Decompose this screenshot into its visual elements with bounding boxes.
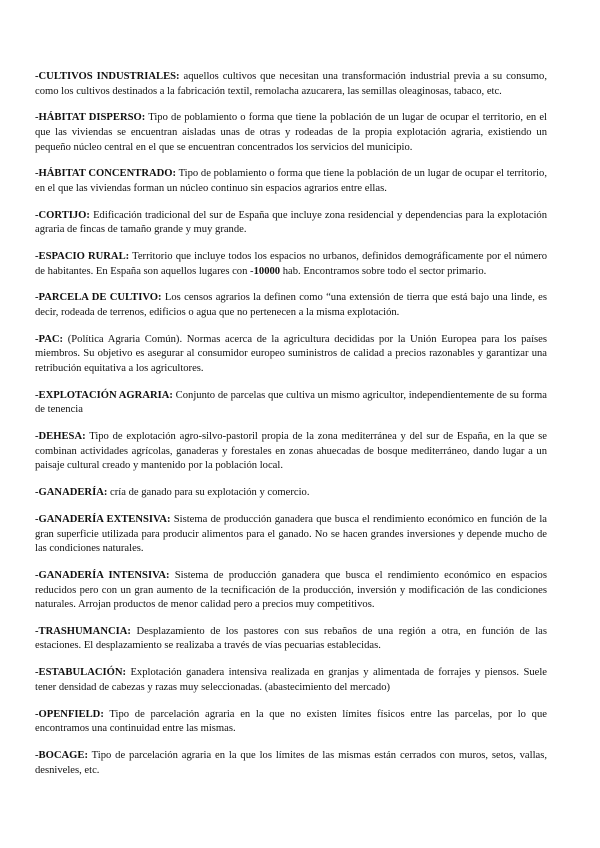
glossary-entry-estabulacion xyxy=(35,666,547,695)
glossary-entry-cortijo xyxy=(35,209,547,238)
glossary-term: -GANADERÍA EXTENSIVA: xyxy=(35,513,171,525)
glossary-definition: Territorio que incluye todos los espacios no urbanos, definidos demográficamente por el número de habitantes. En España son aquellos lugares con - xyxy=(35,251,547,277)
glossary-entry-dehesa xyxy=(35,430,547,474)
glossary-term: -BOCAGE: xyxy=(35,750,88,761)
glossary-definition: aquellos cultivos que necesitan una transformación industrial previa a su consumo, como los cultivos destinados a la fabricación textil, remolacha azucarera, las semillas oleaginosas, tabaco, etc. xyxy=(35,71,547,97)
glossary-term: -GANADERÍA: xyxy=(35,487,108,499)
glossary-definition: Tipo de parcelación agraria en la que los límites de las mismas están cerrados con muros, setos, vallas, desniveles, etc. xyxy=(35,750,547,776)
glossary-term: -DEHESA: xyxy=(35,431,86,443)
glossary-entry-trashumancia xyxy=(35,625,547,654)
population-threshold: 10000 xyxy=(253,265,281,277)
glossary-definition: (Política Agraria Común). Normas acerca de la agricultura decididas por la Unión Europea para los países miembros. Su objetivo es asegurar al consumidor europeo suministros de calidad a precios razonables y garantizar una retribución equitativa a los agricultores. xyxy=(35,333,547,375)
glossary-definition: cría de ganado para su explotación y comercio. xyxy=(110,487,310,499)
glossary-entry-parcela-de-cultivo xyxy=(35,291,547,320)
glossary-entry-openfield xyxy=(35,708,547,737)
glossary-entry-habitat-disperso xyxy=(35,111,547,155)
glossary-term: -ESPACIO RURAL: xyxy=(35,251,130,263)
glossary-term: -HÁBITAT DISPERSO: xyxy=(35,112,146,124)
glossary-entry-bocage xyxy=(35,749,547,778)
glossary-definition: Tipo de parcelación agraria en la que no existen límites físicos entre las parcelas, por lo que encontramos una continuidad entre las mismas. xyxy=(35,708,547,735)
glossary-definition: Desplazamiento de los pastores con sus rebaños de una región a otra, en función de las estaciones. El desplazamiento se realizaba a través de vías pecuarias establecidas. xyxy=(35,625,547,652)
glossary-definition-tail: hab. Encontramos sobre todo el sector primario. xyxy=(280,265,487,277)
glossary-definition: Tipo de poblamiento o forma que tiene la población de un lugar de ocupar el territorio, en el que las viviendas se encuentran aisladas unas de otras y rodeadas de la propia explotación agraria, existiendo un pequeño núcleo central en el que se encuentran concentrados los servicios del municipio. xyxy=(35,112,547,153)
glossary-term: -TRASHUMANCIA: xyxy=(35,625,131,637)
glossary-definition: Sistema de producción ganadera que busca el rendimiento económico en función de la gran superficie utilizada para producir alimentos para el ganado. No se hacen grandes inversiones y depende mucho de las condiciones naturales. xyxy=(35,513,547,555)
glossary-term: -CORTIJO: xyxy=(35,209,90,221)
glossary-entry-ganaderia-extensiva xyxy=(35,513,547,557)
glossary-term: -CULTIVOS INDUSTRIALES: xyxy=(35,71,180,82)
glossary-entry-habitat-concentrado xyxy=(35,167,547,196)
glossary-entry-cultivos-industriales xyxy=(35,70,547,99)
glossary-entry-espacio-rural xyxy=(35,250,547,279)
glossary-entry-pac xyxy=(35,333,547,377)
glossary-term: -OPENFIELD: xyxy=(35,708,104,720)
glossary-page xyxy=(35,70,547,790)
glossary-entry-explotacion-agraria xyxy=(35,389,547,418)
glossary-term: -EXPLOTACIÓN AGRARIA: xyxy=(35,389,173,401)
glossary-term: -ESTABULACIÓN: xyxy=(35,667,127,679)
glossary-definition: Los censos agrarios la definen como “una extensión de tierra que está bajo una linde, es decir, rodeada de terrenos, edificios o agua que no pertenecen a la misma explotación. xyxy=(35,292,548,319)
glossary-definition: Tipo de explotación agro-silvo-pastoril propia de la zona mediterránea y del sur de España, en la que se combinan actividades agrícolas, ganaderas y forestales en zonas ahuecadas de bosque mediterráneo, dando lugar a un paisaje cultural creado y mantenido por la población local. xyxy=(35,431,547,472)
glossary-definition: Conjunto de parcelas que cultiva un mismo agricultor, independientemente de su forma de tenencia xyxy=(35,389,547,416)
glossary-term: -HÁBITAT CONCENTRADO: xyxy=(35,168,177,180)
glossary-term: -PARCELA DE CULTIVO: xyxy=(35,292,162,304)
glossary-entry-ganaderia-intensiva xyxy=(35,569,547,613)
glossary-definition: Explotación ganadera intensiva realizada en granjas y alimentada de forrajes y piensos. Suele tener densidad de cabezas y razas muy seleccionadas. (abastecimiento del mercado) xyxy=(35,667,548,693)
glossary-entry-ganaderia xyxy=(35,486,547,501)
glossary-term: -GANADERÍA INTENSIVA: xyxy=(35,569,170,581)
glossary-term: -PAC: xyxy=(35,333,64,345)
glossary-definition: Edificación tradicional del sur de España que incluye zona residencial y dependencias para la explotación agraria de fincas de tamaño grande y muy grande. xyxy=(35,209,547,236)
glossary-definition: Tipo de poblamiento o forma que tiene la población de un lugar de ocupar el territorio, en el que las viviendas forman un núcleo continuo sin espacios agrarios entre ellas. xyxy=(35,168,547,194)
glossary-definition: Sistema de producción ganadera que busca el rendimiento económico en espacios reducidos pero con un gran aumento de la tecnificación de la producción, inversión y modificación de las condiciones naturales. Arrojan productos de menor calidad pero a precios muy competitivos. xyxy=(35,569,547,611)
